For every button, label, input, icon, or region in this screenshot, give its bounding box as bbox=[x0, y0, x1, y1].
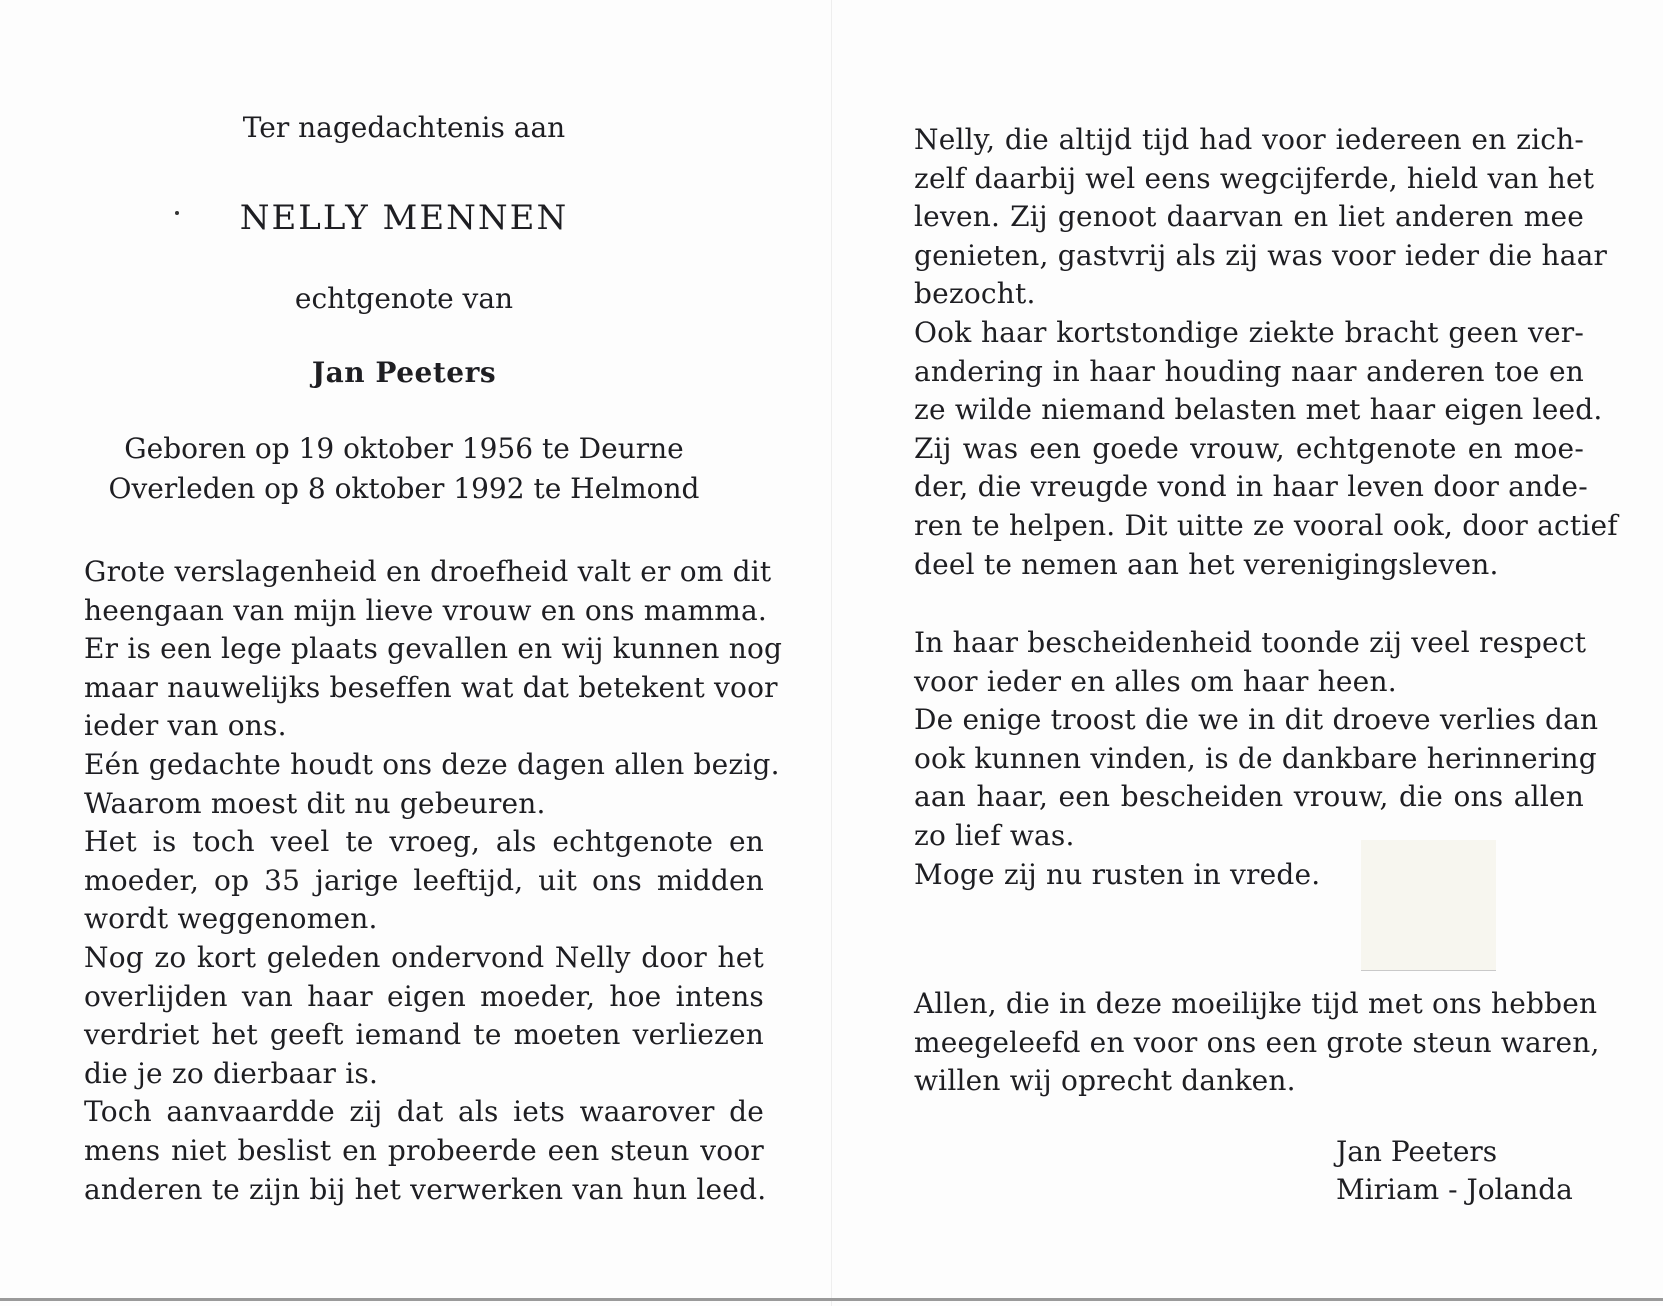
text-line: andering in haar houding naar anderen toe en bbox=[914, 354, 1584, 388]
text-line: aan haar, een bescheiden vrouw, die ons allen bbox=[914, 780, 1584, 814]
right-body-text-3 bbox=[914, 985, 1600, 1101]
relation-line: echtgenote van bbox=[294, 282, 514, 315]
text-line: voor ieder en alles om haar heen. bbox=[914, 664, 1397, 698]
text-line: bezocht. bbox=[914, 277, 1036, 311]
spouse-name: Jan Peeters bbox=[311, 356, 497, 389]
text-line: zo lief was. bbox=[914, 818, 1075, 852]
text-line: heengaan van mijn lieve vrouw en ons mamma. bbox=[84, 593, 767, 627]
text-line: Nelly, die altijd tijd had voor iedereen en zich- bbox=[914, 123, 1584, 156]
text-line: Allen, die in deze moeilijke tijd met ons hebben bbox=[914, 987, 1598, 1020]
text-line: Ook haar kortstondige ziekte bracht geen ver- bbox=[914, 315, 1584, 349]
death-line: Overleden op 8 oktober 1992 te Helmond bbox=[108, 472, 700, 505]
text-line: Toch aanvaardde zij dat als iets waarover de bbox=[84, 1095, 764, 1129]
text-line: meegeleefd en voor ons een grote steun waren, bbox=[914, 1025, 1600, 1059]
left-body-text bbox=[84, 553, 783, 1209]
text-line: willen wij oprecht danken. bbox=[914, 1064, 1296, 1098]
text-line: zelf daarbij wel eens wegcijferde, hield van het bbox=[914, 161, 1595, 195]
text-line: ook kunnen vinden, is de dankbare herinnering bbox=[914, 741, 1597, 775]
text-line: der, die vreugde vond in haar leven door ande- bbox=[914, 470, 1588, 504]
text-line: Er is een lege plaats gevallen en wij kunnen nog bbox=[84, 632, 783, 666]
text-line: Waarom moest dit nu gebeuren. bbox=[84, 786, 546, 820]
text-line: Zij was een goede vrouw, echtgenote en moe- bbox=[914, 431, 1584, 465]
text-line: De enige troost die we in dit droeve verlies dan bbox=[914, 703, 1599, 737]
text-line: anderen te zijn bij het verwerken van hun leed. bbox=[84, 1172, 767, 1206]
signature-block bbox=[1336, 1133, 1596, 1209]
text-line: ze wilde niemand belasten met haar eigen leed. bbox=[914, 393, 1603, 427]
text-line: ren te helpen. Dit uitte ze vooral ook, door actief bbox=[914, 508, 1618, 542]
text-line: deel te nemen aan het verenigingsleven. bbox=[914, 547, 1499, 581]
right-body-text-1 bbox=[914, 121, 1618, 584]
deceased-name: NELLY MENNEN bbox=[239, 198, 569, 238]
text-line: leven. Zij genoot daarvan en liet anderen mee bbox=[914, 200, 1584, 234]
text-line: mens niet beslist en probeerde een steun voor bbox=[84, 1133, 764, 1167]
photo-placeholder-mark bbox=[1361, 840, 1496, 971]
text-line: maar nauwelijks beseffen wat dat betekent voor bbox=[84, 670, 778, 704]
text-line: die je zo dierbaar is. bbox=[84, 1056, 379, 1090]
text-line: ieder van ons. bbox=[84, 709, 287, 743]
text-line: Het is toch veel te vroeg, als echtgenote en bbox=[84, 825, 764, 859]
text-line: verdriet het geeft iemand te moeten verliezen bbox=[84, 1018, 764, 1052]
fold-line bbox=[831, 0, 832, 1306]
signature-line-1: Jan Peeters bbox=[1336, 1135, 1498, 1168]
intro-line: Ter nagedachtenis aan bbox=[242, 111, 566, 144]
signature-line-2: Miriam - Jolanda bbox=[1336, 1173, 1573, 1206]
text-line: Nog zo kort geleden ondervond Nelly door het bbox=[84, 940, 764, 974]
text-line: Moge zij nu rusten in vrede. bbox=[914, 857, 1321, 891]
text-line: moeder, op 35 jarige leeftijd, uit ons midden bbox=[84, 863, 764, 897]
birth-line: Geboren op 19 oktober 1956 te Deurne bbox=[124, 432, 684, 465]
text-line: Grote verslagenheid en droefheid valt er om dit bbox=[84, 555, 772, 588]
text-line: genieten, gastvrij als zij was voor ieder die haar bbox=[914, 238, 1608, 272]
card-bottom-edge bbox=[0, 1298, 1663, 1301]
text-line: Eén gedachte houdt ons deze dagen allen bezig. bbox=[84, 747, 780, 781]
text-line: overlijden van haar eigen moeder, hoe intens bbox=[84, 979, 764, 1013]
text-line: wordt weggenomen. bbox=[84, 902, 378, 936]
text-line: In haar bescheidenheid toonde zij veel respect bbox=[914, 626, 1587, 659]
